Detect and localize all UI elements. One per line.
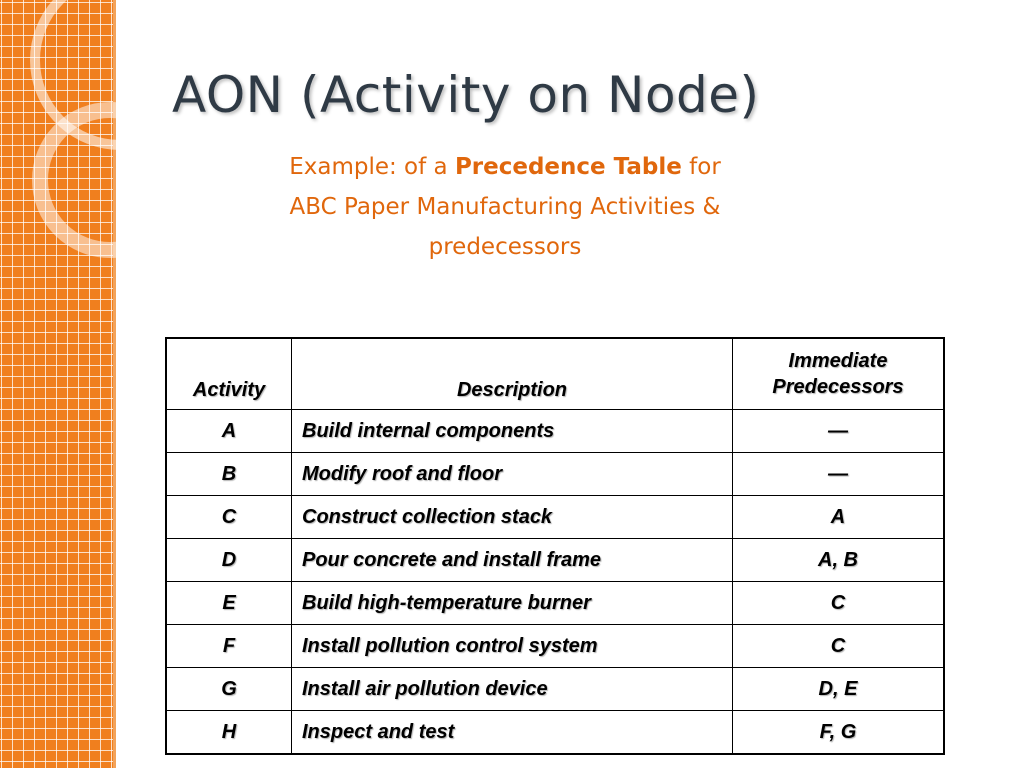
table-row: [166, 453, 944, 496]
header-predecessors: [733, 338, 945, 410]
cell-activity: B: [166, 453, 292, 496]
cell-description: Build high-temperature burner: [292, 582, 733, 625]
cell-predecessors: A: [733, 496, 945, 539]
subtitle-suffix: for: [681, 154, 721, 180]
table-row: [166, 625, 944, 668]
cell-activity: C: [166, 496, 292, 539]
cell-description: Pour concrete and install frame: [292, 539, 733, 582]
cell-predecessors: A, B: [733, 539, 945, 582]
cell-activity: A: [166, 410, 292, 453]
cell-activity: E: [166, 582, 292, 625]
table-header-row: [166, 338, 944, 410]
table-row: [166, 496, 944, 539]
cell-description: Install pollution control system: [292, 625, 733, 668]
table-row: [166, 582, 944, 625]
subtitle-line-2: ABC Paper Manufacturing Activities &: [289, 194, 721, 220]
subtitle-line-1: [232, 147, 778, 187]
header-predecessors-line-1: Immediate: [788, 350, 888, 372]
cell-activity: H: [166, 711, 292, 755]
cell-description: Construct collection stack: [292, 496, 733, 539]
cell-predecessors: —: [733, 410, 945, 453]
subtitle-prefix: Example: of a: [289, 154, 455, 180]
slide-title: AON (Activity on Node): [172, 66, 760, 124]
cell-activity: F: [166, 625, 292, 668]
cell-predecessors: C: [733, 582, 945, 625]
cell-predecessors: F, G: [733, 711, 945, 755]
precedence-table: [165, 337, 945, 755]
table-row: [166, 539, 944, 582]
subtitle-bold: Precedence Table: [454, 154, 682, 180]
slide-subtitle: [232, 147, 778, 267]
table-row: [166, 711, 944, 755]
cell-predecessors: C: [733, 625, 945, 668]
cell-predecessors: D, E: [733, 668, 945, 711]
cell-description: Inspect and test: [292, 711, 733, 755]
header-predecessors-line-2: Predecessors: [772, 376, 904, 398]
cell-activity: G: [166, 668, 292, 711]
subtitle-line-3: predecessors: [428, 234, 582, 260]
cell-description: Build internal components: [292, 410, 733, 453]
table-row: [166, 410, 944, 453]
cell-predecessors: —: [733, 453, 945, 496]
cell-description: Install air pollution device: [292, 668, 733, 711]
table-row: [166, 668, 944, 711]
cell-description: Modify roof and floor: [292, 453, 733, 496]
decor-ring-small: [40, 110, 160, 250]
header-description: Description: [292, 338, 733, 410]
cell-activity: D: [166, 539, 292, 582]
circle-decoration: [0, 0, 160, 260]
header-activity: Activity: [166, 338, 292, 410]
